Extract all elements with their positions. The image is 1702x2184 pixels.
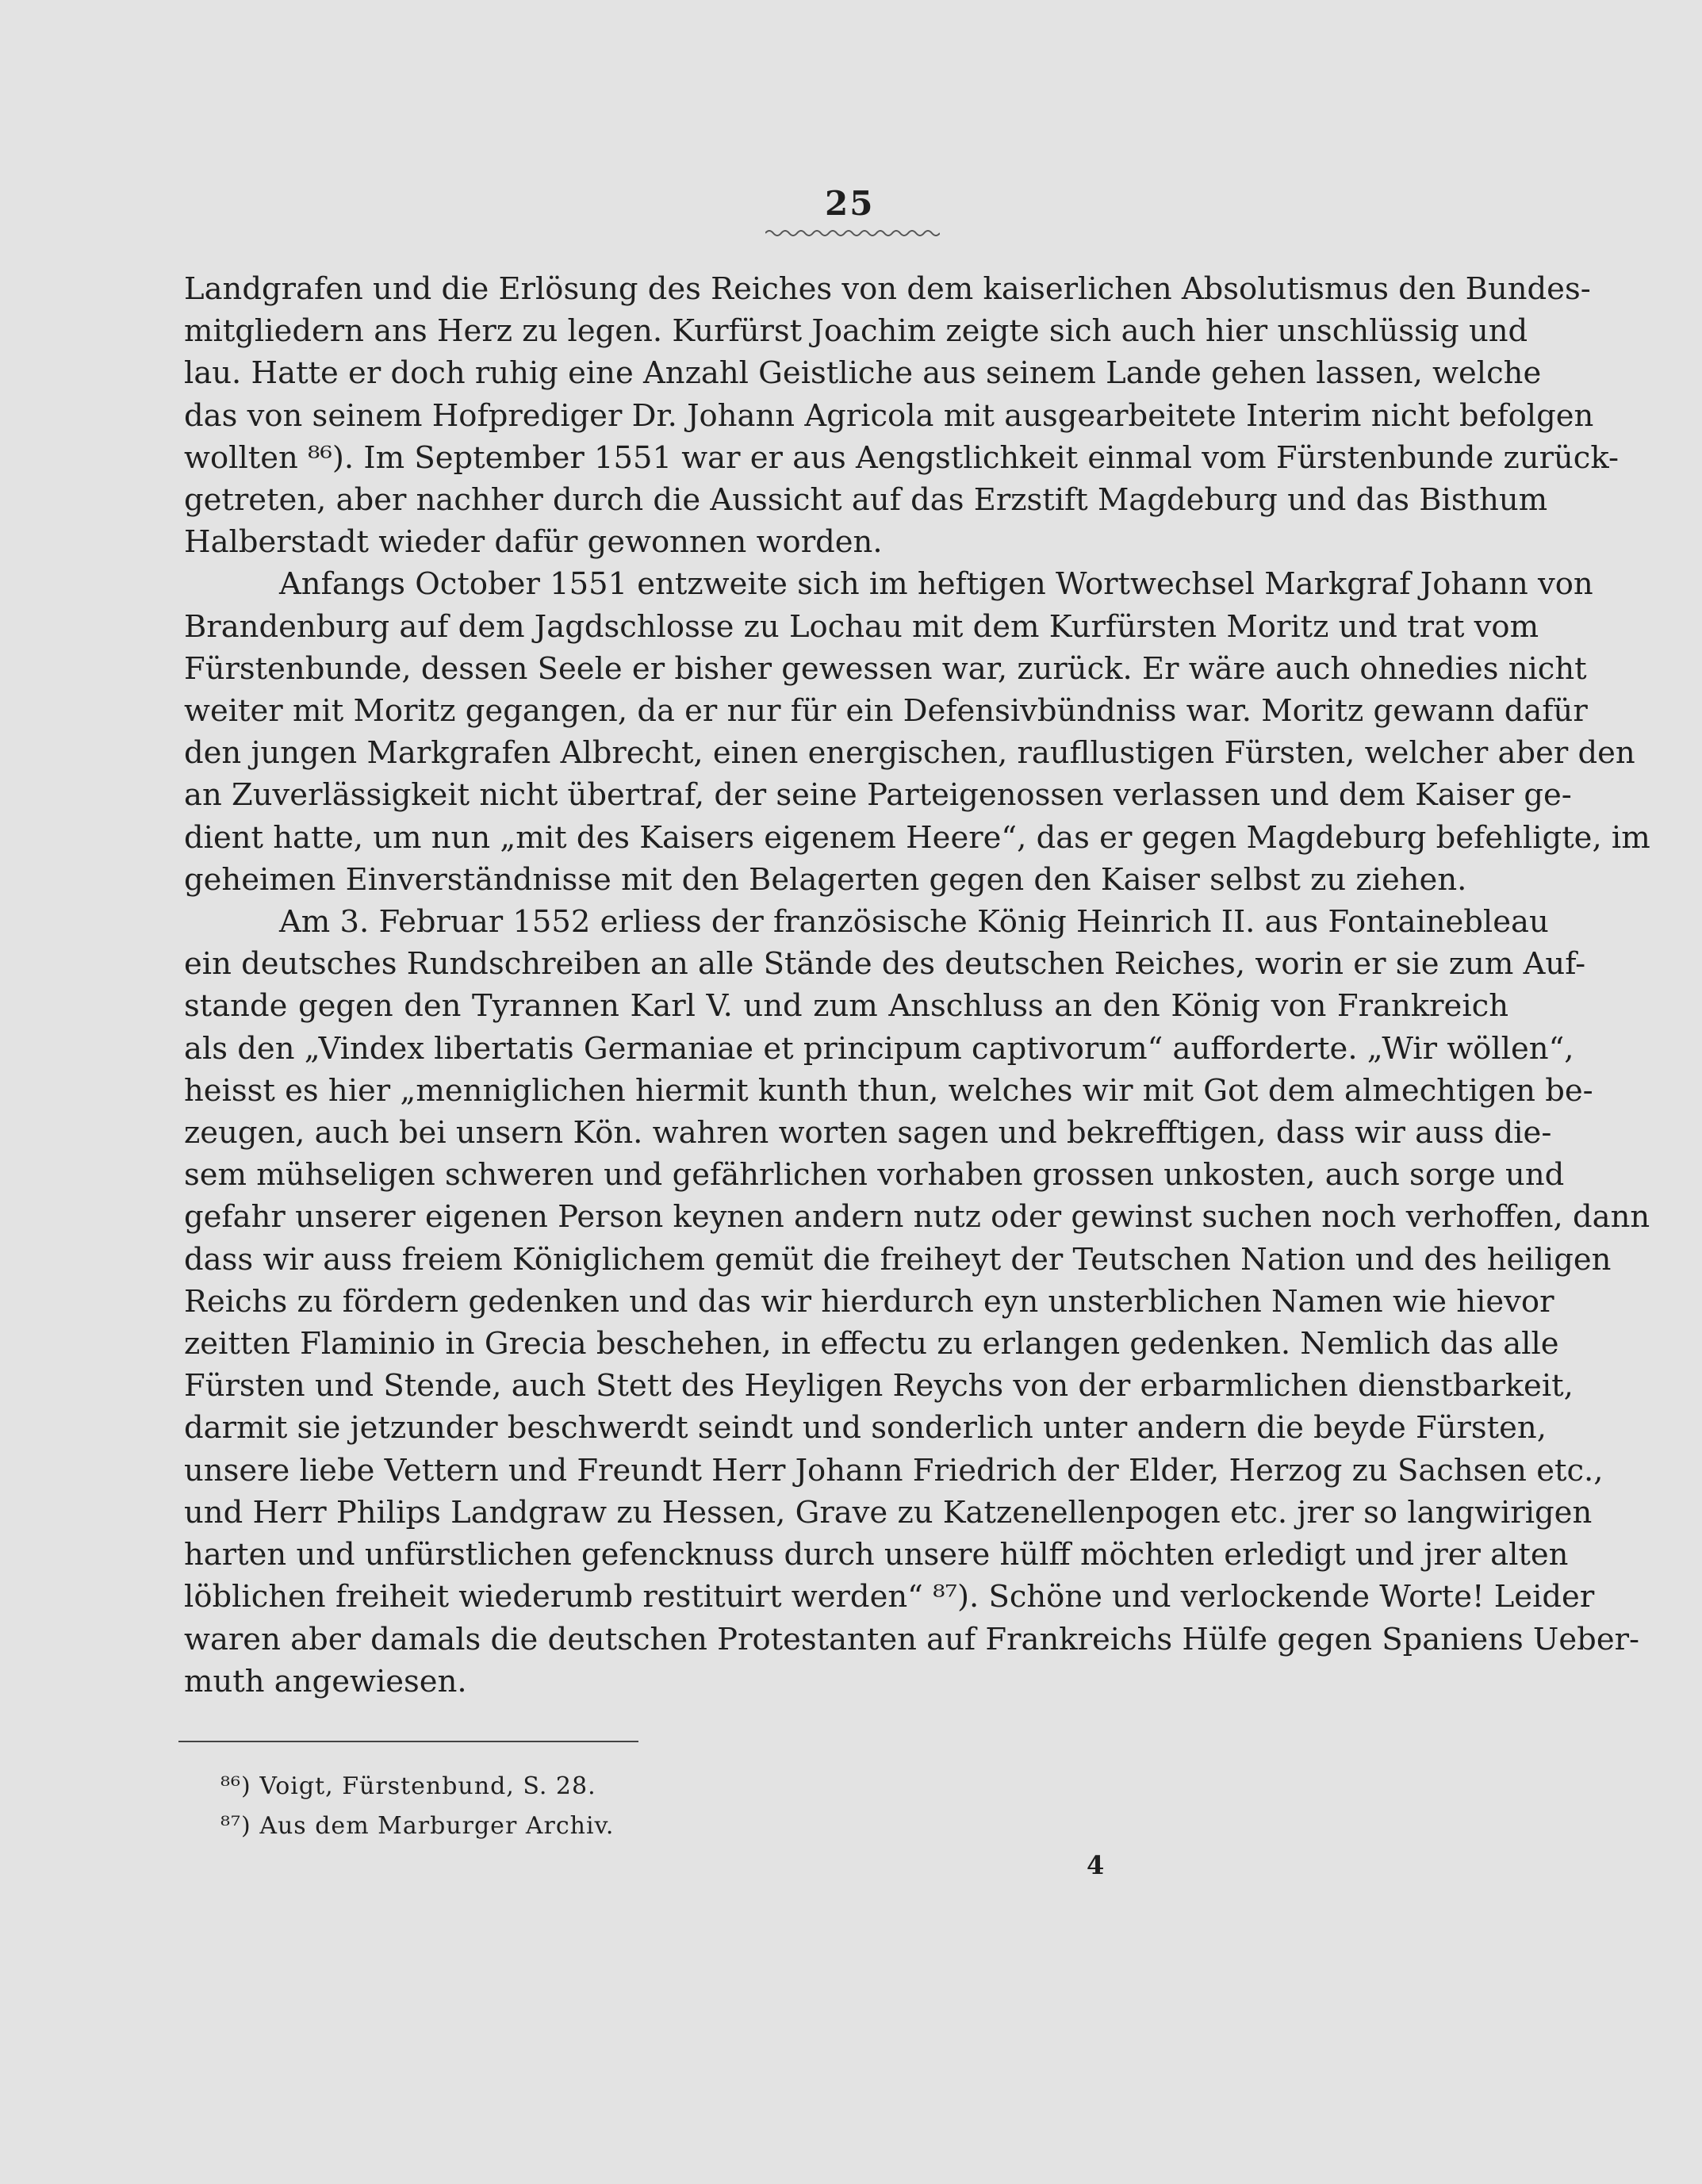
text-line: Halberstadt wieder dafür gewonnen worden. [184,524,883,561]
footnote-mark: ⁸⁷) [220,1812,251,1840]
text-line: Landgrafen und die Erlösung des Reiches von dem kaiserlichen Absolutismus den Bundes- [184,271,1591,307]
text-line: als den „Vindex libertatis Germaniae et principum captivorum“ aufforderte. „Wir wöllen“, [184,1030,1574,1067]
footnotes [220,1767,614,1846]
ornamental-rule [765,228,940,239]
text-line: wollten ⁸⁶). Im September 1551 war er aus Aengstlichkeit einmal vom Fürstenbunde zurück- [184,439,1620,476]
text-line: Reichs zu fördern gedenken und das wir hierdurch eyn unsterblichen Namen wie hievor [184,1283,1554,1320]
text-line: das von seinem Hofprediger Dr. Johann Agricola mit ausgearbeitete Interim nicht befolgen [184,397,1594,434]
text-line: ein deutsches Rundschreiben an alle Stände des deutschen Reiches, worin er sie zum Auf- [184,946,1586,983]
footnote-divider [178,1741,638,1742]
text-line: Fürstenbunde, dessen Seele er bisher gewessen war, zurück. Er wäre auch ohnedies nicht [184,650,1587,687]
text-line: weiter mit Moritz gegangen, da er nur für ein Defensivbündniss war. Moritz gewann dafür [184,693,1588,730]
footnote-text: Voigt, Fürstenbund, S. 28. [259,1772,596,1800]
text-line: zeitten Flaminio in Grecia beschehen, in effectu zu erlangen gedenken. Nemlich das alle [184,1326,1559,1362]
text-line: harten und unfürstlichen gefencknuss durch unsere hülff möchten erledigt und jrer alten [184,1537,1569,1573]
body-text [184,268,1650,1703]
text-line: Am 3. Februar 1552 erliess der französische König Heinrich II. aus Fontainebleau [279,904,1549,941]
paragraph-2 [184,563,1650,901]
text-line: löblichen freiheit wiederumb restituirt werden“ ⁸⁷). Schöne und verlockende Worte! Leider [184,1579,1595,1615]
paragraph-3 [184,901,1650,1703]
text-line: an Zuverlässigkeit nicht übertraf, der seine Parteigenossen verlassen und dem Kaiser ge- [184,777,1572,814]
text-line: getreten, aber nachher durch die Aussicht auf das Erzstift Magdeburg und das Bisthum [184,482,1548,519]
text-line: darmit sie jetzunder beschwerdt seindt und sonderlich unter andern die beyde Fürsten, [184,1410,1547,1446]
text-line: und Herr Philips Landgraw zu Hessen, Grave zu Katzenellenpogen etc. jrer so langwirigen [184,1494,1593,1531]
page-number: 25 [825,184,875,223]
text-line: Brandenburg auf dem Jagdschlosse zu Lochau mit dem Kurfürsten Moritz und trat vom [184,608,1539,645]
text-line: geheimen Einverständnisse mit den Belagerten gegen den Kaiser selbst zu ziehen. [184,861,1467,898]
text-line: muth angewiesen. [184,1663,467,1699]
paragraph-1 [184,268,1620,563]
text-line: Fürsten und Stende, auch Stett des Heyligen Reychs von der erbarmlichen dienstbarkeit, [184,1368,1574,1404]
text-line: mitgliedern ans Herz zu legen. Kurfürst Joachim zeigte sich auch hier unschlüssig und [184,313,1528,350]
text-line: den jungen Markgrafen Albrecht, einen energischen, raufllustigen Fürsten, welcher aber den [184,735,1635,772]
text-line: Anfangs October 1551 entzweite sich im heftigen Wortwechsel Markgraf Johann von [279,566,1593,603]
footnote-text: Aus dem Marburger Archiv. [259,1812,615,1840]
text-line: zeugen, auch bei unsern Kön. wahren worten sagen und bekrefftigen, dass wir auss die- [184,1115,1552,1151]
text-line: lau. Hatte er doch ruhig eine Anzahl Geistliche aus seinem Lande gehen lassen, welche [184,355,1542,392]
text-line: dass wir auss freiem Königlichem gemüt die freiheyt der Teutschen Nation und des heiligen [184,1241,1612,1278]
text-line: waren aber damals die deutschen Protestanten auf Frankreichs Hülfe gegen Spaniens Ueber- [184,1621,1640,1657]
footnote-mark: ⁸⁶) [220,1772,251,1800]
footnote-87 [220,1807,614,1846]
signature-mark: 4 [1087,1850,1105,1880]
text-line: heisst es hier „menniglichen hiermit kunth thun, welches wir mit Got dem almechtigen be- [184,1072,1593,1109]
text-line: stande gegen den Tyrannen Karl V. und zum Anschluss an den König von Frankreich [184,988,1508,1025]
text-line: unsere liebe Vettern und Freundt Herr Johann Friedrich der Elder, Herzog zu Sachsen etc., [184,1452,1604,1489]
text-line: gefahr unserer eigenen Person keynen andern nutz oder gewinst suchen noch verhoffen, dann [184,1199,1650,1236]
footnote-86 [220,1767,614,1807]
text-line: sem mühseligen schweren und gefährlichen vorhaben grossen unkosten, auch sorge und [184,1157,1565,1194]
text-line: dient hatte, um nun „mit des Kaisers eigenem Heere“, das er gegen Magdeburg befehligte, im [184,819,1650,856]
